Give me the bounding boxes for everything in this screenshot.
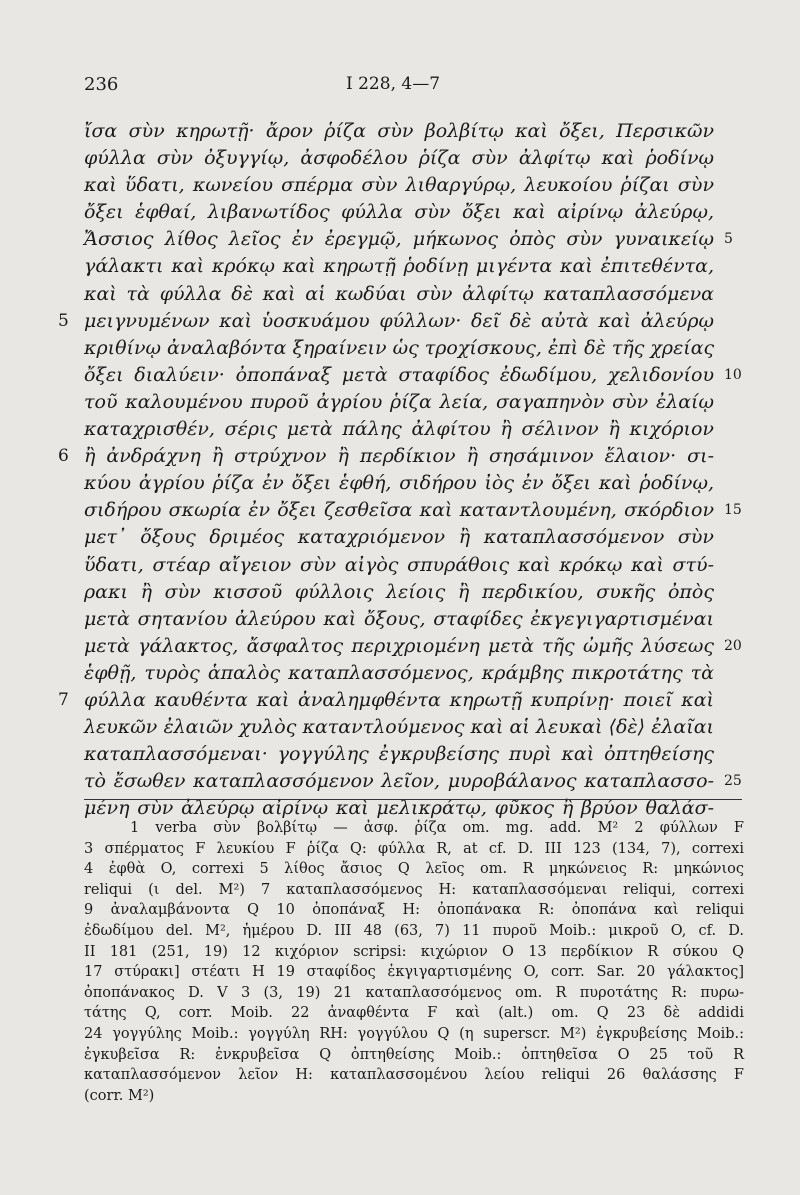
greek-text: Ἄσσιος λίθος λεῖος ἐν ἐρεγμῷ, μήκωνος ὀπὸς σὺν γυναικείῳ	[84, 228, 714, 251]
greek-text: ὄξει διαλύειν· ὀποπάναξ μετὰ σταφίδος ἐδωδίμου, χελιδονίου	[84, 363, 714, 386]
running-header	[0, 74, 800, 102]
apparatus-line: (corr. M²)	[84, 1087, 155, 1104]
greek-text: ὕδατι, στέαρ αἴγειον σὺν αἰγὸς σπυράθοις καὶ κρόκῳ καὶ στύ-	[84, 553, 714, 576]
chapter-number: 5	[58, 310, 69, 331]
greek-text: καταπλασσόμεναι· γογγύλης ἐγκρυβείσης πυρὶ καὶ ὀπτηθείσης	[84, 743, 714, 766]
text-line	[0, 470, 800, 497]
apparatus-line: ἐδωδίμου del. M², ἡμέρου D. III 48 (63, 7) 11 πυροῦ Moib.: μικροῦ O, cf. D.	[84, 922, 744, 939]
text-line	[0, 687, 800, 714]
apparatus-line: καταπλασσόμενον λεῖον H: καταπλασσομένου λείου reliqui 26 θαλάσσης F	[84, 1067, 744, 1084]
greek-text: ἢ ἀνδράχνη ἢ στρύχνον ἢ περδίκιον ἢ σησάμινον ἔλαιον· σι-	[84, 445, 714, 468]
greek-text: καταχρισθέν, σέρις μετὰ πάλης ἀλφίτου ἢ σέλινον ἢ κιχόριον	[84, 418, 714, 441]
apparatus-line: 1 verba σὺν βολβίτῳ — ἀσφ. ῥίζα om. mg. add. M² 2 φύλλων F	[130, 820, 744, 836]
text-line	[0, 768, 800, 795]
greek-text: ὄξει ἑφθαί, λιβανωτίδος φύλλα σὺν ὄξει καὶ αἰρίνῳ ἀλεύρῳ,	[84, 201, 714, 224]
apparatus-line: 9 ἀναλαμβάνοντα Q 10 ὀποπάναξ H: ὀποπάνακα R: ὀποπάνα καὶ reliqui	[84, 902, 744, 919]
text-line	[0, 199, 800, 226]
text-line	[0, 741, 800, 768]
apparatus-line: 17 στύρακι] στέατι H 19 σταφίδος ἐκγιγαρτισμένης O, corr. Sar. 20 γάλακτος]	[84, 964, 744, 981]
apparatus-line: 24 γογγύλης Moib.: γογγύλη RH: γογγύλου Q (η superscr. M²) ἐγκρυβείσης Moib.:	[84, 1025, 744, 1042]
text-line	[0, 253, 800, 280]
greek-text: φύλλα σὺν ὀξυγγίῳ, ἀσφοδέλου ῥίζα σὺν ἀλφίτῳ καὶ ῥοδίνῳ	[84, 147, 714, 170]
critical-apparatus	[84, 818, 744, 1106]
text-line	[0, 579, 800, 606]
text-line	[0, 633, 800, 660]
greek-text: καὶ ὕδατι, κωνείου σπέρμα σὺν λιθαργύρῳ, λευκοίου ῥίζαι σὺν	[84, 174, 714, 197]
text-line	[0, 524, 800, 551]
text-line	[0, 714, 800, 741]
text-line	[0, 389, 800, 416]
text-line	[0, 443, 800, 470]
line-number: 25	[724, 773, 742, 790]
greek-text: τὸ ἔσωθεν καταπλασσόμενον λεῖον, μυροβάλανος καταπλασσο-	[84, 770, 714, 793]
greek-text: τοῦ καλουμένου πυροῦ ἀγρίου ῥίζα λεία, σαγαπηνὸν σὺν ἐλαίῳ	[84, 390, 714, 413]
greek-text: κύου ἀγρίου ῥίζα ἐν ὄξει ἑφθή, σιδήρου ἰὸς ἐν ὄξει καὶ ῥοδίνῳ,	[84, 472, 714, 495]
greek-text: ρακι ἢ σὺν κισσοῦ φύλλοις λείοις ἢ περδικίου, συκῆς ὀπὸς	[84, 580, 714, 603]
greek-text: κριθίνῳ ἀναλαβόντα ξηραίνειν ὡς τροχίσκους, ἐπὶ δὲ τῆς χρείας	[84, 336, 715, 359]
line-number: 5	[724, 231, 733, 248]
text-line	[0, 606, 800, 633]
text-line	[0, 281, 800, 308]
greek-text: σιδήρου σκωρία ἐν ὄξει ζεσθεῖσα καὶ καταντλουμένη, σκόρδιον	[84, 499, 714, 522]
apparatus-line: II 181 (251, 19) 12 κιχόριον scripsi: κιχώριον O 13 περδίκιον R σύκου Q	[84, 943, 744, 960]
apparatus-line: ἐγκυβεῖσα R: ἐνκρυβεῖσα Q ὀπτηθείσης Moib.: ὀπτηθεῖσα O 25 τοῦ R	[84, 1046, 744, 1063]
text-line	[0, 226, 800, 253]
chapter-number: 6	[58, 446, 69, 467]
greek-text: λευκῶν ἐλαιῶν χυλὸς καταντλούμενος καὶ αἱ λευκαὶ ⟨δὲ⟩ ἐλαῖαι	[84, 716, 714, 739]
text-line	[0, 145, 800, 172]
greek-text: καὶ τὰ φύλλα δὲ καὶ αἱ κωδύαι σὺν ἀλφίτῳ καταπλασσόμενα	[84, 282, 714, 305]
text-line	[0, 172, 800, 199]
text-line	[0, 335, 800, 362]
greek-text: φύλλα καυθέντα καὶ ἀναλημφθέντα κηρωτῇ κυπρίνῃ· ποιεῖ καὶ	[84, 688, 714, 711]
section-reference: I 228, 4—7	[346, 74, 441, 94]
text-line	[0, 362, 800, 389]
text-line	[0, 308, 800, 335]
greek-text: μετὰ γάλακτος, ἄσφαλτος περιχριομένη μετὰ τῆς ὠμῆς λύσεως	[84, 634, 714, 657]
footnote-rule	[84, 799, 742, 800]
greek-text: γάλακτι καὶ κρόκῳ καὶ κηρωτῇ ῥοδίνῃ μιγέντα καὶ ἐπιτεθέντα,	[84, 255, 714, 278]
apparatus-line: τάτης Q, corr. Moib. 22 ἀναφθέντα F καὶ (alt.) om. Q 23 δὲ addidi	[84, 1005, 744, 1022]
greek-text: μετ᾽ ὄξους δριμέος καταχριόμενον ἢ καταπλασσόμενον σὺν	[84, 526, 714, 549]
text-line	[0, 118, 800, 145]
text-line	[0, 660, 800, 687]
line-number: 15	[724, 502, 742, 519]
chapter-number: 7	[58, 689, 69, 710]
apparatus-line: reliqui (ι del. M²) 7 καταπλασσόμενος H: καταπλασσόμεναι reliqui, correxi	[84, 881, 744, 898]
apparatus-line: 4 ἐφθὰ O, correxi 5 λίθος ἄσιος Q λεῖος om. R μηκώνειος R: μηκώνιος	[84, 861, 744, 878]
apparatus-line: ὀποπάνακος D. V 3 (3, 19) 21 καταπλασσόμενος om. R πυροτάτης R: πυρω-	[84, 984, 744, 1001]
greek-text: μετὰ σητανίου ἀλεύρου καὶ ὄξους, σταφίδες ἐκγεγιγαρτισμέναι	[84, 607, 714, 630]
main-text	[0, 118, 800, 822]
apparatus-line: 3 σπέρματος F λευκίου F ῥίζα Q: φύλλα R, at cf. D. III 123 (134, 7), correxi	[84, 840, 744, 857]
text-line	[0, 552, 800, 579]
page-number: 236	[84, 74, 119, 95]
greek-text: μειγνυμένων καὶ ὑοσκυάμου φύλλων· δεῖ δὲ αὐτὰ καὶ ἀλεύρῳ	[84, 309, 714, 332]
greek-text: ἑφθῇ, τυρὸς ἁπαλὸς καταπλασσόμενος, κράμβης πικροτάτης τὰ	[84, 661, 714, 684]
line-number: 20	[724, 637, 742, 654]
text-line	[0, 497, 800, 524]
greek-text: μένη σὺν ἀλεύρῳ αἰρίνῳ καὶ μελικράτῳ, φῦκος ἢ βρύον θαλάσ-	[84, 797, 714, 820]
line-number: 10	[724, 366, 742, 383]
text-line	[0, 416, 800, 443]
greek-text: ἴσα σὺν κηρωτῇ· ἄρον ῥίζα σὺν βολβίτῳ καὶ ὄξει, Περσικῶν	[84, 120, 714, 142]
